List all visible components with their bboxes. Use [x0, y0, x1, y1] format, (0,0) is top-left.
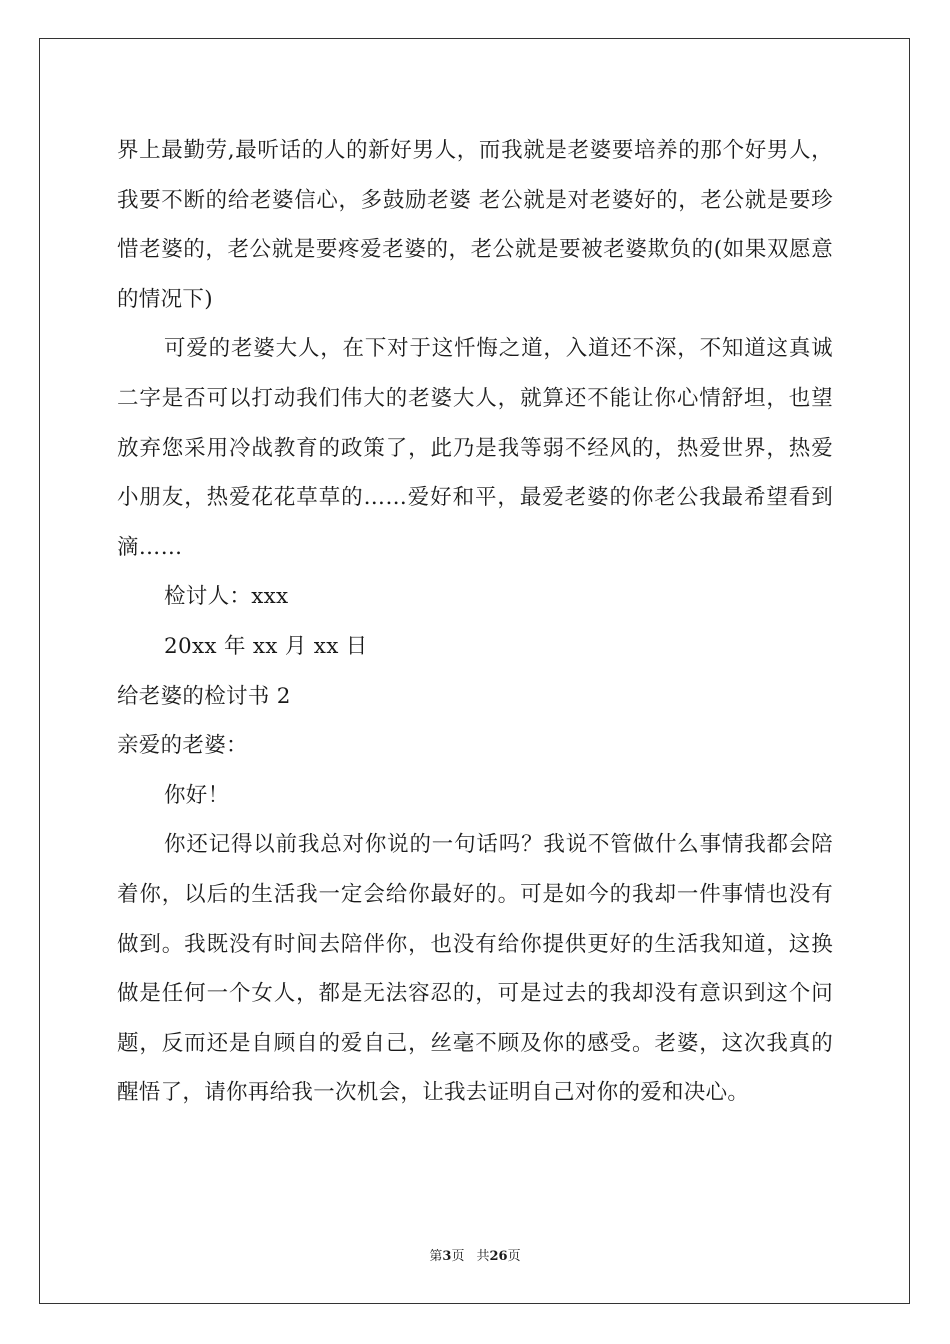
document-body — [117, 126, 833, 1118]
total-suffix: 页 — [507, 1249, 521, 1264]
total-pages: 26 — [489, 1249, 508, 1264]
page-footer — [0, 1248, 950, 1266]
page-number: 3 — [442, 1249, 452, 1264]
page-suffix: 页 — [451, 1249, 465, 1264]
salutation: 亲爱的老婆： — [117, 733, 248, 759]
page-prefix: 第 — [429, 1249, 443, 1264]
total-prefix: 共 — [476, 1249, 490, 1264]
paragraph-apology: 你还记得以前我总对你说的一句话吗？我说不管做什么事情我都会陪着你，以后的生活我一定会给你最好的。可是如今的我却一件事情也没有做到。我既没有时间去陪伴你，也没有给你提供更好的生活我知道，这换做是任何一个女人，都是无法容忍的，可是过去的我却没有意识到这个问题，反而还是自顾自的爱自己，丝毫不顾及你的感受。老婆，这次我真的醒悟了，请你再给我一次机会，让我去证明自己对你的爱和决心。 — [117, 832, 833, 1106]
date-line: 20xx 年 xx 月 xx 日 — [164, 633, 368, 659]
signature-line: 检讨人：xxx — [164, 584, 289, 610]
paragraph-plea: 可爱的老婆大人，在下对于这忏悔之道，入道还不深，不知道这真诚二字是否可以打动我们伟大的老婆大人，就算还不能让你心情舒坦，也望放弃您采用冷战教育的政策了，此乃是我等弱不经风的，热爱世界，热爱小朋友，热爱花花草草的……爱好和平，最爱老婆的你老公我最希望看到滴…… — [117, 336, 833, 560]
greeting: 你好！ — [164, 782, 230, 808]
paragraph-continued: 界上最勤劳,最听话的人的新好男人，而我就是老婆要培养的那个好男人，我要不断的给老婆信心，多鼓励老婆 老公就是对老婆好的，老公就是要珍惜老婆的，老公就是要疼爱老婆的，老公就是要被老婆欺负的(如果双愿意的情况下) — [117, 138, 833, 312]
section-title: 给老婆的检讨书 2 — [117, 683, 291, 709]
